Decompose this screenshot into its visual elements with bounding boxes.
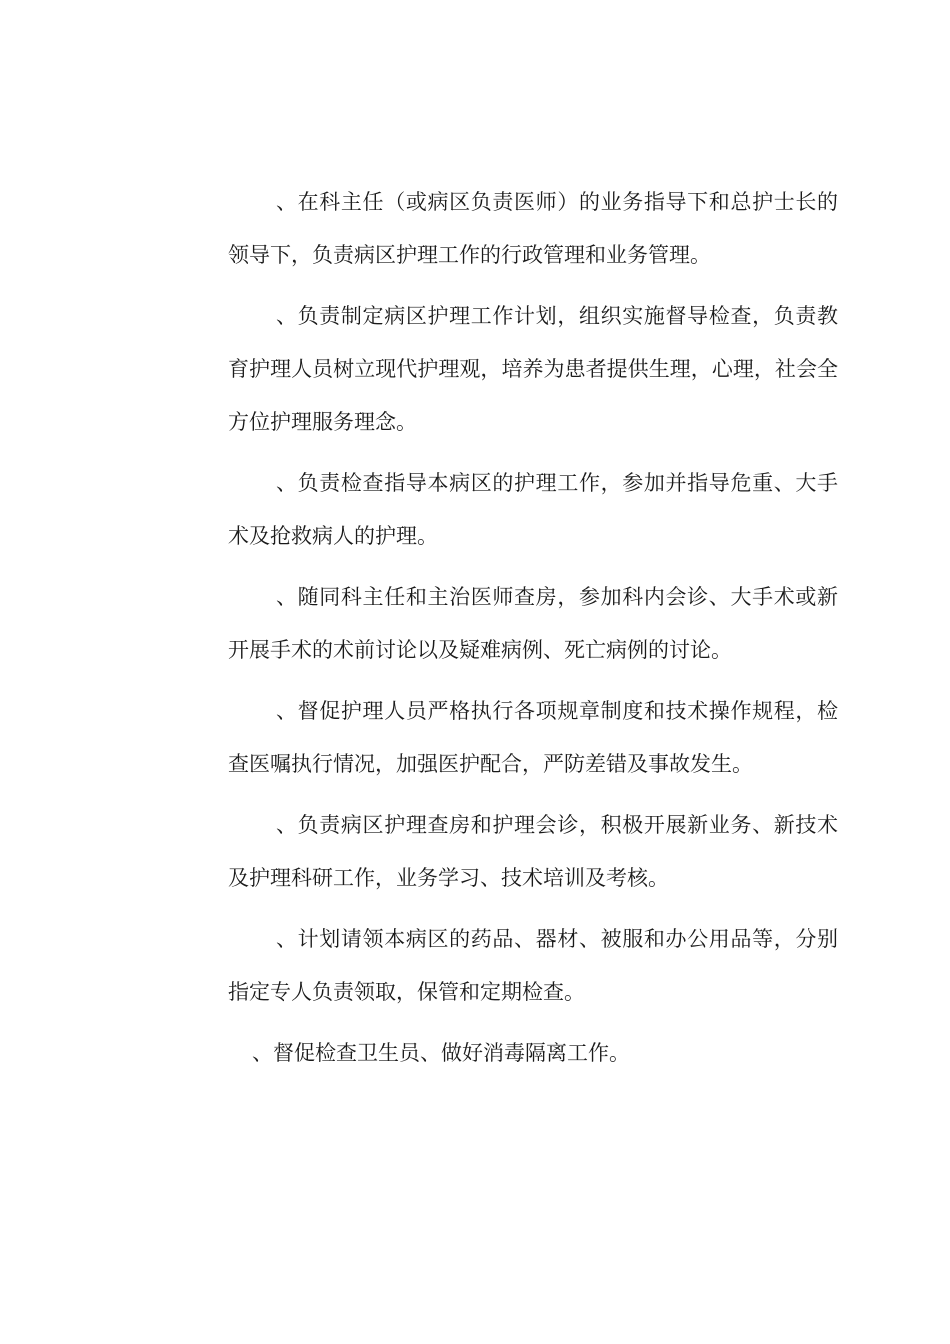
duty-paragraph-2: 、负责制定病区护理工作计划，组织实施督导检查，负责教育护理人员树立现代护理观，培养为患者提供生理，心理，社会全方位护理服务理念。 [228, 304, 838, 434]
document-body [228, 176, 838, 1088]
duty-paragraph-8: 、督促检查卫生员、做好消毒隔离工作。 [252, 1041, 630, 1065]
duty-paragraph-4: 、随同科主任和主治医师查房，参加科内会诊、大手术或新开展手术的术前讨论以及疑难病例、死亡病例的讨论。 [228, 585, 838, 662]
duty-paragraph-3: 、负责检查指导本病区的护理工作，参加并指导危重、大手术及抢救病人的护理。 [228, 471, 838, 548]
duty-paragraph-1: 、在科主任（或病区负责医师）的业务指导下和总护士长的领导下，负责病区护理工作的行政管理和业务管理。 [228, 190, 838, 267]
duty-paragraph-5: 、督促护理人员严格执行各项规章制度和技术操作规程，检查医嘱执行情况，加强医护配合，严防差错及事故发生。 [228, 699, 838, 776]
duty-paragraph-6: 、负责病区护理查房和护理会诊，积极开展新业务、新技术及护理科研工作，业务学习、技术培训及考核。 [228, 813, 838, 890]
duty-paragraph-7: 、计划请领本病区的药品、器材、被服和办公用品等，分别指定专人负责领取，保管和定期检查。 [228, 927, 838, 1004]
